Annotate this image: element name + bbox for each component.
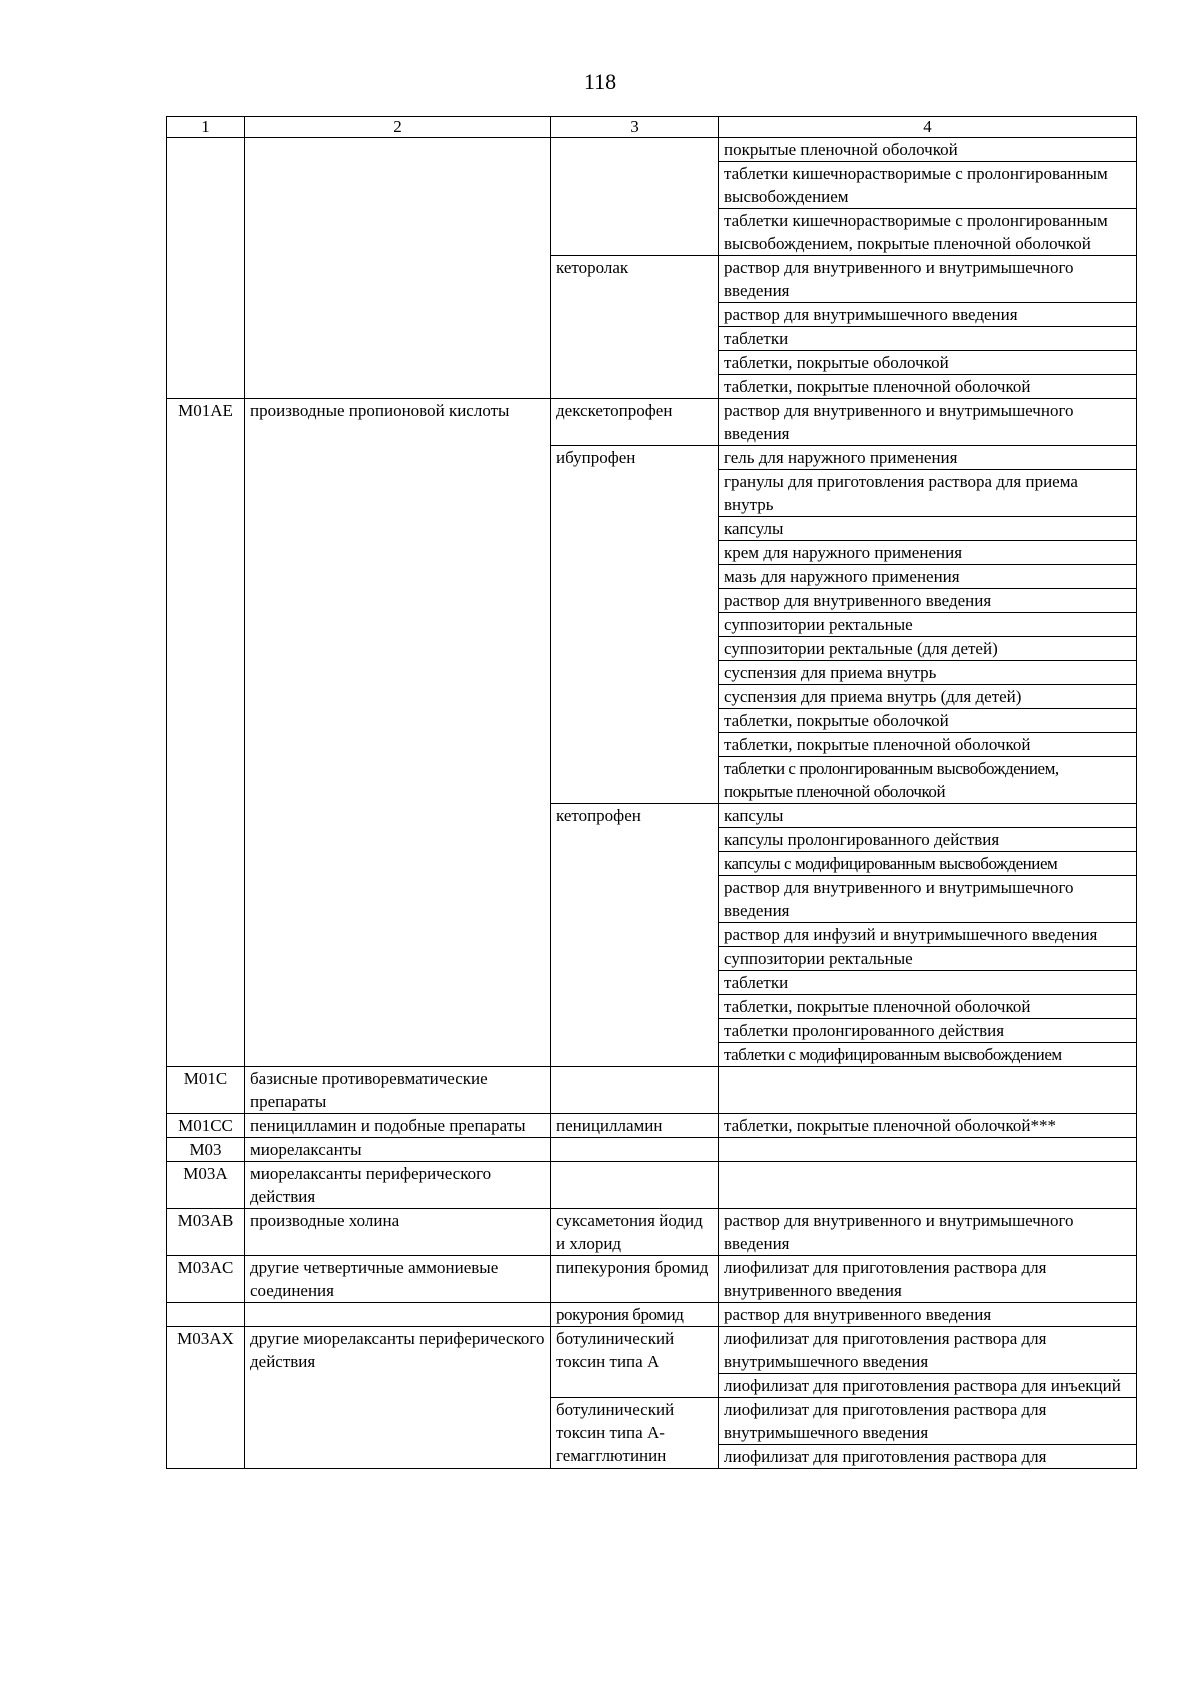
drug-cell: ботулинический токсин типа А-гемагглютинин [551,1398,719,1469]
form-cell: капсулы с модифицированным высвобождением [719,852,1137,876]
form-cell: покрытые пленочной оболочкой [719,138,1137,162]
form-cell: раствор для внутривенного и внутримышечного введения [719,1209,1137,1256]
form-cell: раствор для внутривенного введения [719,1303,1137,1327]
code-cell [167,1303,245,1327]
drug-cell: пеницилламин [551,1114,719,1138]
form-cell: лиофилизат для приготовления раствора для внутривенного введения [719,1256,1137,1303]
form-cell: раствор для внутривенного и внутримышечного введения [719,399,1137,446]
drug-cell [551,1067,719,1114]
code-cell: M03AB [167,1209,245,1256]
form-cell: таблетки, покрытые пленочной оболочкой [719,995,1137,1019]
form-cell: таблетки, покрытые оболочкой [719,351,1137,375]
form-cell: лиофилизат для приготовления раствора для внутримышечного введения [719,1398,1137,1445]
form-cell: раствор для внутривенного и внутримышечного введения [719,876,1137,923]
table-row [167,1067,1137,1114]
form-cell: таблетки, покрытые пленочной оболочкой [719,733,1137,757]
form-cell: капсулы пролонгированного действия [719,828,1137,852]
group-cell: базисные противоревматические препараты [245,1067,551,1114]
drug-cell: пипекурония бромид [551,1256,719,1303]
code-cell: M03 [167,1138,245,1162]
code-cell: M01C [167,1067,245,1114]
group-cell: производные пропионовой кислоты [245,399,551,1067]
form-cell: раствор для внутривенного введения [719,589,1137,613]
table-row [167,1256,1137,1303]
drug-cell [551,1138,719,1162]
group-cell: производные холина [245,1209,551,1256]
table-row [167,1303,1137,1327]
drug-table [166,116,1137,1469]
drug-cell: рокурония бромид [551,1303,719,1327]
form-cell: таблетки с модифицированным высвобождением [719,1043,1137,1067]
table-row [167,1162,1137,1209]
drug-cell: суксаметония йодид и хлорид [551,1209,719,1256]
table-row [167,1138,1137,1162]
group-cell [245,1303,551,1327]
form-cell: таблетки [719,971,1137,995]
form-cell: суспензия для приема внутрь [719,661,1137,685]
group-cell [245,138,551,399]
column-header: 4 [719,117,1137,138]
column-header: 2 [245,117,551,138]
table-row [167,138,1137,162]
drug-cell: ботулинический токсин типа А [551,1327,719,1398]
form-cell: гранулы для приготовления раствора для приема внутрь [719,470,1137,517]
form-cell: таблетки, покрытые пленочной оболочкой [719,375,1137,399]
form-cell: лиофилизат для приготовления раствора для инъекций [719,1374,1137,1398]
form-cell: лиофилизат для приготовления раствора для внутримышечного введения [719,1327,1137,1374]
code-cell [167,138,245,399]
form-cell: лиофилизат для приготовления раствора для [719,1445,1137,1469]
code-cell: M01AE [167,399,245,1067]
form-cell: таблетки кишечнорастворимые с пролонгированным высвобождением, покрытые пленочной оболочкой [719,209,1137,256]
form-cell: гель для наружного применения [719,446,1137,470]
group-cell: другие четвертичные аммониевые соединения [245,1256,551,1303]
form-cell: суппозитории ректальные (для детей) [719,637,1137,661]
code-cell: M03A [167,1162,245,1209]
code-cell: M01CC [167,1114,245,1138]
page-number: 118 [583,69,617,94]
form-cell: таблетки кишечнорастворимые с пролонгированным высвобождением [719,162,1137,209]
form-cell [719,1067,1137,1114]
form-cell: крем для наружного применения [719,541,1137,565]
form-cell: капсулы [719,517,1137,541]
form-cell: суспензия для приема внутрь (для детей) [719,685,1137,709]
drug-cell [551,138,719,256]
table-row [167,1327,1137,1374]
form-cell: раствор для внутривенного и внутримышечного введения [719,256,1137,303]
form-cell: таблетки пролонгированного действия [719,1019,1137,1043]
form-cell: капсулы [719,804,1137,828]
form-cell: таблетки с пролонгированным высвобождением, покрытые пленочной оболочкой [719,757,1137,804]
column-header: 3 [551,117,719,138]
form-cell: суппозитории ректальные [719,613,1137,637]
form-cell: таблетки, покрытые оболочкой [719,709,1137,733]
code-cell: M03AC [167,1256,245,1303]
drug-cell [551,1162,719,1209]
drug-cell: кеторолак [551,256,719,399]
form-cell: таблетки, покрытые пленочной оболочкой*** [719,1114,1137,1138]
form-cell: суппозитории ректальные [719,947,1137,971]
group-cell: пеницилламин и подобные препараты [245,1114,551,1138]
table-row [167,1209,1137,1256]
group-cell: миорелаксанты периферического действия [245,1162,551,1209]
form-cell [719,1138,1137,1162]
group-cell: другие миорелаксанты периферического действия [245,1327,551,1469]
drug-cell: ибупрофен [551,446,719,804]
form-cell: таблетки [719,327,1137,351]
drug-cell: декскетопрофен [551,399,719,446]
drug-cell: кетопрофен [551,804,719,1067]
form-cell [719,1162,1137,1209]
header-row [167,117,1137,138]
form-cell: мазь для наружного применения [719,565,1137,589]
code-cell: M03AX [167,1327,245,1469]
group-cell: миорелаксанты [245,1138,551,1162]
column-header: 1 [167,117,245,138]
table-row [167,399,1137,446]
form-cell: раствор для инфузий и внутримышечного введения [719,923,1137,947]
table-row [167,1114,1137,1138]
form-cell: раствор для внутримышечного введения [719,303,1137,327]
